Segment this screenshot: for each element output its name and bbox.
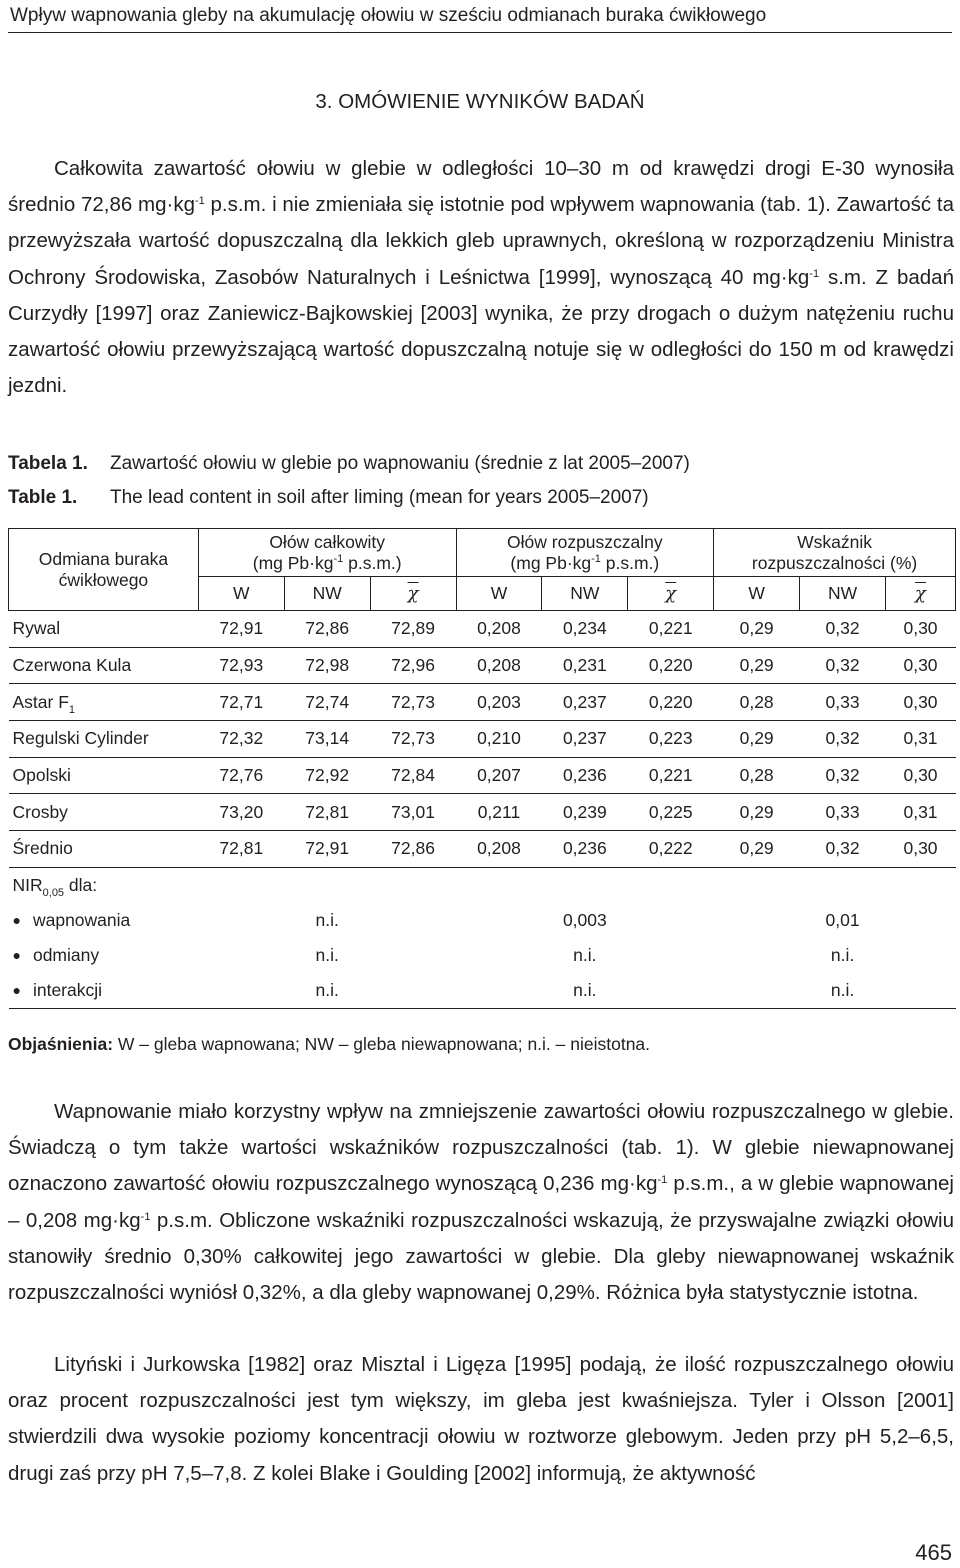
- table-cell: 72,91: [198, 611, 284, 648]
- table-cell: 73,14: [284, 721, 370, 758]
- header-text: Ołów rozpuszczalny: [507, 531, 663, 552]
- subheader-mean: [886, 577, 956, 611]
- nir-heading-row: [9, 867, 956, 903]
- paragraph-1-text-b: p.s.m. i nie zmieniała się istotnie pod wpływem wapnowania (tab. 1). Zawartość ta przewyższała wartość dopuszczalną dla lekkich gleb uprawnych, określoną w rozporządzeniu Ministra Ochrony Środowiska, Zasobów Naturalnych i Leśnictwa [1999], wynoszącą 40 mg·kg: [8, 193, 954, 289]
- nir-item-label: interakcji: [32, 979, 103, 1000]
- header-text: p.s.m.): [343, 552, 402, 573]
- table-cell: 0,239: [542, 794, 628, 831]
- table-cell: 73,01: [370, 794, 456, 831]
- table-cell: 0,31: [886, 721, 956, 758]
- header-text: (mg Pb·kg: [510, 552, 592, 573]
- table-cell: 72,74: [284, 684, 370, 721]
- table-cell: 0,208: [456, 647, 542, 684]
- nir-suffix: dla:: [64, 874, 98, 895]
- table-cell: 0,33: [800, 684, 886, 721]
- nir-index: n.i.: [830, 944, 855, 965]
- table-header-row: [9, 529, 956, 577]
- table-cell: 0,29: [714, 647, 800, 684]
- nir-index: n.i.: [800, 973, 886, 1009]
- table-cell: 0,32: [800, 721, 886, 758]
- table-cell: 0,33: [800, 794, 886, 831]
- table-cell: 0,29: [714, 794, 800, 831]
- nir-item: [9, 973, 199, 1009]
- table-cell: 0,31: [886, 794, 956, 831]
- variety-name: [9, 684, 199, 721]
- paragraph-3: Lityński i Jurkowska [1982] oraz Misztal i Ligęza [1995] podają, że ilość rozpuszczalnego ołowiu oraz procent rozpuszczalności jest tym większy, im gleba jest kwaśniejsza. Tyler i Olsson [2001] stwierdzili dwa wysokie poziomy koncentracji ołowiu w roztworze glebowym. Jeden przy pH 5,2–6,5, drugi zaś przy pH 7,5–7,8. Z kolei Blake i Goulding [2002] informują, że aktywność: [8, 1353, 954, 1485]
- table-row: [9, 757, 956, 794]
- table-cell: 0,28: [714, 757, 800, 794]
- table-note: [8, 1033, 650, 1055]
- variety-name-text: Astar F: [12, 691, 69, 712]
- subheader-mean: [370, 577, 456, 611]
- table-cell: 0,210: [456, 721, 542, 758]
- table-cell: 72,91: [284, 831, 370, 868]
- table-cell: 0,29: [714, 831, 800, 868]
- paragraph-2-text-b: p.s.m., a w glebie wapnowanej – 0,208 mg·kg: [8, 1172, 954, 1232]
- variety-name: Czerwona Kula: [9, 647, 199, 684]
- table-cell: 72,96: [370, 647, 456, 684]
- superscript: -1: [809, 267, 820, 280]
- subheader-mean: [628, 577, 714, 611]
- running-head: Wpływ wapnowania gleby na akumulację ołowiu w sześciu odmianach buraka ćwikłowego: [10, 5, 767, 26]
- superscript: -1: [140, 1210, 151, 1223]
- table-cell: 0,221: [628, 611, 714, 648]
- header-text: Wskaźnik: [797, 531, 873, 552]
- table-cell: 0,225: [628, 794, 714, 831]
- page-number: 465: [915, 1540, 952, 1565]
- subheader-w: W: [714, 577, 800, 611]
- superscript: -1: [333, 552, 344, 565]
- nir-item-label: wapnowania: [32, 909, 131, 930]
- variety-header: [9, 529, 199, 611]
- header-text: ćwikłowego: [58, 569, 149, 590]
- mean-symbol: $\overline{\chi}$: [665, 583, 677, 604]
- table-row: [9, 684, 956, 721]
- caption-label: Tabela 1.: [8, 453, 88, 474]
- subheader-nw: NW: [542, 577, 628, 611]
- table-cell: 72,98: [284, 647, 370, 684]
- subscript: 1: [68, 703, 76, 716]
- nir-soluble: n.i.: [542, 973, 628, 1009]
- mean-symbol: $\overline{\chi}$: [407, 583, 419, 604]
- paragraph-2-text-c: p.s.m. Obliczone wskaźniki rozpuszczalności wskazują, że przyswajalne związki ołowiu stanowiły średnio 0,30% całkowitej jego zawartości w glebie. Dla gleby niewapnowanej wskaźnik rozpuszczalności wyniósł 0,32%, a dla gleby wapnowanej 0,29%. Różnica była statystycznie istotna.: [8, 1208, 954, 1305]
- header-text: Odmiana buraka: [38, 548, 169, 569]
- caption-text: The lead content in soil after liming (mean for years 2005–2007): [110, 487, 649, 508]
- table-cell: 0,236: [542, 831, 628, 868]
- superscript: -1: [657, 1174, 668, 1187]
- table-cell: 0,220: [628, 684, 714, 721]
- paragraph-2: [8, 1094, 954, 1311]
- nir-item-label: odmiany: [32, 944, 100, 965]
- table-cell: 0,208: [456, 611, 542, 648]
- table-cell: 0,32: [800, 757, 886, 794]
- subheader-nw: NW: [800, 577, 886, 611]
- nir-row: [9, 938, 956, 973]
- subscript: 0,05: [42, 886, 65, 899]
- table-cell: 0,208: [456, 831, 542, 868]
- table-cell: 72,71: [198, 684, 284, 721]
- table-cell: 0,211: [456, 794, 542, 831]
- table-cell: 0,203: [456, 684, 542, 721]
- total-lead-header: [198, 529, 456, 577]
- table-row: [9, 794, 956, 831]
- nir-soluble: 0,003: [562, 909, 607, 930]
- table-caption-pl: [8, 452, 690, 476]
- table-cell: 0,28: [714, 684, 800, 721]
- nir-text: NIR: [12, 874, 43, 895]
- header-text: rozpuszczalności (%): [751, 552, 918, 573]
- table-cell: 0,32: [800, 611, 886, 648]
- table-cell: 72,86: [370, 831, 456, 868]
- table-cell: 0,236: [542, 757, 628, 794]
- bullet-icon: [13, 910, 33, 930]
- note-label: Objaśnienia:: [8, 1034, 114, 1054]
- nir-row: [9, 973, 956, 1009]
- header-text: (mg Pb·kg: [252, 552, 334, 573]
- nir-label: [9, 867, 956, 903]
- paragraph-1-text-c: s.m. Z badań Curzydły [1997] oraz Zaniewicz-Bajkowskiej [2003] wynika, że przy drogach o dużym natężeniu ruchu zawartość ołowiu przewyższającą wartość dopuszczalną notuje się w odległości do 150 m od krawędzi jezdni.: [8, 265, 954, 398]
- header-text: p.s.m.): [600, 552, 660, 573]
- nir-item: [9, 938, 199, 973]
- superscript: -1: [194, 195, 205, 208]
- table-cell: 0,237: [542, 684, 628, 721]
- table-cell: 0,220: [628, 647, 714, 684]
- variety-name: Regulski Cylinder: [9, 721, 199, 758]
- table-row: [9, 647, 956, 684]
- nir-index: 0,01: [825, 909, 860, 930]
- table-row-mean: [9, 831, 956, 868]
- table-cell: 0,237: [542, 721, 628, 758]
- table-cell: 0,30: [886, 757, 956, 794]
- bullet-icon: [13, 945, 33, 965]
- table-cell: 72,32: [198, 721, 284, 758]
- table-cell: 0,223: [628, 721, 714, 758]
- subheader-w: W: [456, 577, 542, 611]
- caption-text: Zawartość ołowiu w glebie po wapnowaniu (średnie z lat 2005–2007): [110, 453, 690, 474]
- table-cell: 72,73: [370, 684, 456, 721]
- table-cell: 73,20: [198, 794, 284, 831]
- table-cell: 0,32: [800, 831, 886, 868]
- table-cell: 0,222: [628, 831, 714, 868]
- table-cell: 72,73: [370, 721, 456, 758]
- nir-item: [9, 903, 199, 938]
- table-cell: 72,89: [370, 611, 456, 648]
- table-cell: 0,30: [886, 831, 956, 868]
- table-cell: 72,84: [370, 757, 456, 794]
- table-cell: 72,93: [198, 647, 284, 684]
- header-rule: [8, 32, 952, 33]
- superscript: -1: [591, 552, 601, 565]
- nir-total: n.i.: [315, 909, 339, 930]
- table-cell: 0,221: [628, 757, 714, 794]
- table-cell: 0,207: [456, 757, 542, 794]
- paragraph-2-text-a: Wapnowanie miało korzystny wpływ na zmniejszenie zawartości ołowiu rozpuszczalnego w glebie. Świadczą o tym także wartości wskaźników rozpuszczalności (tab. 1). W glebie niewapnowanej oznaczono zawartość ołowiu rozpuszczalnego wynoszącą 0,236 mg·kg: [8, 1100, 954, 1196]
- bullet-icon: [13, 980, 33, 1000]
- table-cell: 0,234: [542, 611, 628, 648]
- header-text: Ołów całkowity: [269, 531, 386, 552]
- nir-total: n.i.: [284, 973, 370, 1009]
- variety-name: Rywal: [9, 611, 199, 648]
- table-caption-en: [8, 486, 649, 510]
- table-cell: 0,231: [542, 647, 628, 684]
- solubility-index-header: [714, 529, 956, 577]
- variety-name: Opolski: [9, 757, 199, 794]
- nir-soluble: n.i.: [573, 944, 597, 965]
- table-row: [9, 721, 956, 758]
- table-cell: 0,29: [714, 721, 800, 758]
- table-cell: 72,86: [284, 611, 370, 648]
- soluble-lead-header: [456, 529, 714, 577]
- lead-content-table: [8, 528, 956, 1009]
- table-cell: 0,30: [886, 684, 956, 721]
- table-cell: 0,30: [886, 611, 956, 648]
- table-cell: 72,81: [284, 794, 370, 831]
- note-text: W – gleba wapnowana; NW – gleba niewapnowana; n.i. – nieistotna.: [113, 1034, 651, 1054]
- variety-name: Średnio: [9, 831, 199, 868]
- section-title: 3. OMÓWIENIE WYNIKÓW BADAŃ: [315, 90, 645, 113]
- subheader-w: W: [198, 577, 284, 611]
- paragraph-1: [8, 151, 954, 404]
- table-cell: 0,29: [714, 611, 800, 648]
- table-cell: 0,30: [886, 647, 956, 684]
- table-cell: 72,76: [198, 757, 284, 794]
- variety-name: Crosby: [9, 794, 199, 831]
- nir-total: n.i.: [315, 944, 339, 965]
- subheader-nw: NW: [284, 577, 370, 611]
- paragraph-1-text-a: Całkowita zawartość ołowiu w glebie w odległości 10–30 m od krawędzi drogi E-30 wynosiła średnio 72,86 mg·kg: [8, 157, 954, 217]
- caption-label: Table 1.: [8, 487, 78, 508]
- table-cell: 0,32: [800, 647, 886, 684]
- nir-row: [9, 903, 956, 938]
- table-row: [9, 611, 956, 648]
- table-cell: 72,92: [284, 757, 370, 794]
- mean-symbol: $\overline{\chi}$: [915, 583, 926, 604]
- table-cell: 72,81: [198, 831, 284, 868]
